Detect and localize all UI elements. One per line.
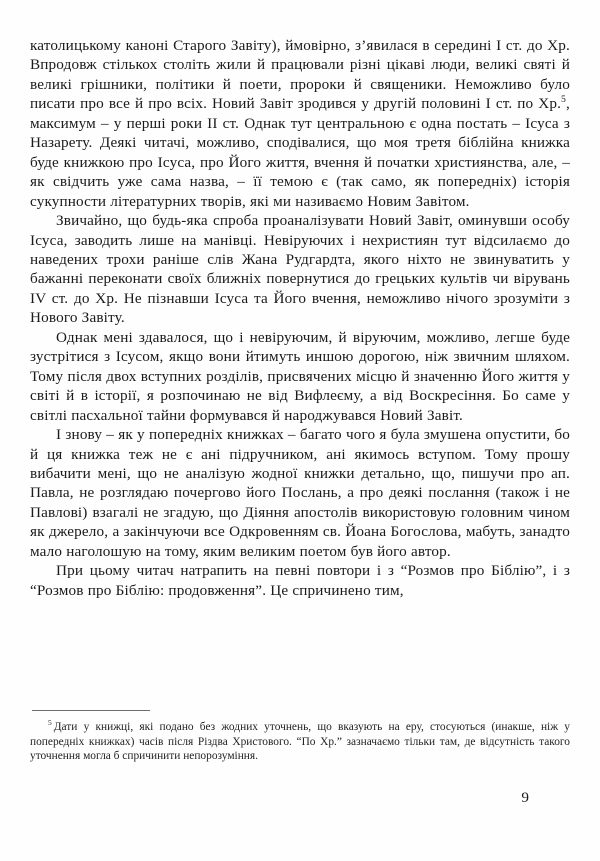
- paragraph-text-part-2: , максимум – у перші роки II ст. Однак тут центральною є одна постать – Ісуса з Назарету. Деякі читачі, можливо, сподівалися, що моя третя біблійна книжка буде книжкою про Ісуса, про Його життя, вчення й початки християнства, але, – як свідчить уже сама назва, – її темою є (так само, як попередніх) історія сукупности літературних творів, які ми називаємо Новим Завітом.: [30, 95, 570, 210]
- footnote-separator-rule: [32, 710, 150, 711]
- paragraph-repetitions: При цьому читач натрапить на певні повтори і з “Розмов про Біблію”, і з “Розмов про Біблію: продовження”. Це спричинено тим,: [30, 562, 570, 599]
- paragraph-text-part-1: католицькому каноні Старого Завіту), ймовірно, з’явилася в середині I ст. до Хр. Впродовж стількох століть жили й працювали різні цікаві люди, великі святі й великі грішники, політики й поети, пророки й священики. Неможливо було писати про все й про всіх. Новий Завіт зродився у другій половині I ст. по Хр.: [30, 37, 570, 113]
- footnote-entry: [30, 720, 570, 764]
- page-body-text: [30, 36, 570, 600]
- paragraph-resurrection: Однак мені здавалося, що і невіруючим, й віруючим, можливо, легше буде зустрітися з Ісусом, якщо вони йтимуть иншою дорогою, ніж звичним шляхом. Тому після двох вступних розділів, присвячених місцю й значенню Його життя у світі й в історії, я розпочинаю не від Вифлеєму, а від Воскресіння. Бо саме у світлі пасхальної тайни формувався й народжувався Новий Завіт.: [30, 328, 570, 424]
- footnote-area: [30, 710, 570, 764]
- footnote-reference-5[interactable]: 5: [561, 94, 567, 106]
- paragraph-continued-canon: [30, 36, 570, 211]
- page-number: 9: [521, 789, 529, 806]
- paragraph-analysis: Звичайно, що будь-яка спроба проаналізувати Новий Завіт, оминувши особу Ісуса, заводить лише на манівці. Невіруючих і нехристиян тут відсилаємо до наведених трохи раніше слів Жана Рудгардта, якого ніхто не звинуватить у бажанні переконати своїх ближніх повернутися до грецьких культів чи вірувань IV ст. до Хр. Не пізнавши Ісуса та Його вчення, неможливо нічого зрозуміти з Нового Завіту.: [30, 212, 570, 327]
- footnote-body-text: Дати у книжці, які подано без жодних уточнень, що вказують на еру, стосуються (инакше, ніж у попередніх книжках) часів після Різдва Христового. “По Хр.” зазначаємо тільки там, де відсутність такого уточнення могла б спричинити непорозуміння.: [30, 721, 570, 763]
- footnote-number: 5: [48, 718, 52, 728]
- paragraph-omissions: І знову – як у попередніх книжках – багато чого я була змушена опустити, бо й ця книжка теж не є ані підручником, ані якимось вступом. Тому прошу вибачити мені, що не аналізую жодної книжки детально, що, пишучи про ап. Павла, не розглядаю почергово його Послань, а про деякі послання (також і не Павлові) взагалі не згадую, що Діяння апостолів використовую головним чином як джерело, а закінчуючи все Одкровенням св. Йоана Богослова, мабуть, занадто мало наголошую на тому, яким великим поетом був його автор.: [30, 426, 570, 560]
